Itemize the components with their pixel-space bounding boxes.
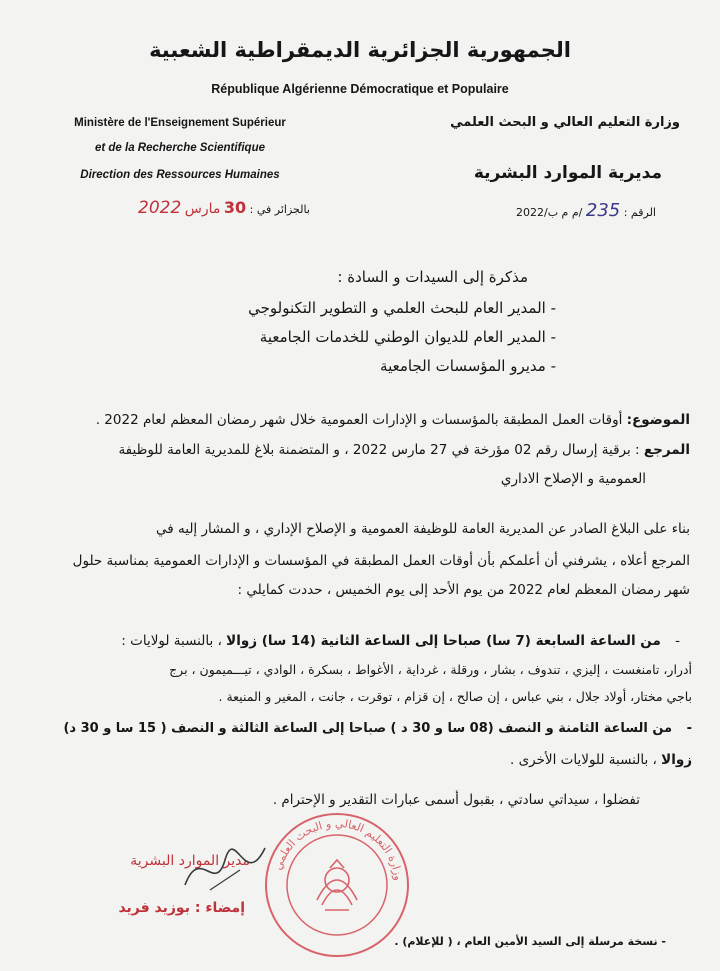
official-stamp [262,810,412,960]
subject-text: أوقات العمل المطبقة بالمؤسسات و الإدارات العمومية خلال شهر رمضان المعظم لعام 2022 . [95,412,623,428]
reference-number-label: الرقم : [623,206,656,219]
schedule-item-1 [121,633,680,649]
ministry-ar-line2: مديرية الموارد البشرية [473,163,662,183]
reference-text-line1: : برقية إرسال رقم 02 مؤرخة في 27 مارس 2022 ، و المتضمنة بلاغ للمديرية العامة للوظيفة [118,442,640,458]
reference-line [118,442,690,458]
copy-note: - نسخة مرسلة إلى السيد الأمين العام ، ( للإعلام) . [394,935,666,948]
reference-label: المرجع [643,442,690,458]
subject-label: الموضوع: [626,412,690,428]
bullet-dash-2: - [686,721,692,736]
date-month: مارس [184,201,221,217]
body-line-3: شهر رمضان المعظم لعام 2022 من يوم الأحد إلى يوم الخميس ، حددت كمايلي : [237,582,690,598]
schedule-item-1-rest: ، بالنسبة لولايات : [121,633,222,649]
date-year: 2022 [138,198,182,218]
republic-title-fr: République Algérienne Démocratique et Populaire [211,82,509,96]
recipient-3: - مديرو المؤسسات الجامعية [380,357,556,375]
reference-number-handwritten: 235 [585,200,621,221]
reference-number-suffix: /م م ب/2022 [515,206,583,219]
place-label: بالجزائر في : [249,203,310,216]
schedule-item-2-rest: ، بالنسبة للولايات الأخرى . [509,752,657,768]
republic-title-ar: الجمهورية الجزائرية الديمقراطية الشعبية [149,38,571,62]
signature-name: إمضاء : بوزيد فريد [118,900,245,916]
schedule-item-1-hours: من الساعة السابعة (7 سا) صباحا إلى الساعة الثانية (14 سا) زوالا [226,633,661,649]
bullet-dash-1: - [675,633,680,649]
body-line-2: المرجع أعلاه ، يشرفني أن أعلمكم بأن أوقات العمل المطبقة في المؤسسات و الإدارات العمومية بمناسبة حلول [72,553,690,569]
date-line [138,198,310,218]
schedule-item-2-line1 [63,721,692,736]
schedule-item-1-wilayas-1: أدرار، تامنغست ، إليزي ، تندوف ، بشار ، ورقلة ، غرداية ، الأغواط ، بسكرة ، الوادي ، تيـــميمون ، برج [169,662,692,677]
signature-title: مدير الموارد البشرية [130,853,250,869]
closing-line: تفضلوا ، سيداتي سادتي ، بقبول أسمى عبارات التقدير و الإحترام . [272,792,640,808]
schedule-item-2-zawal: زوالا [661,752,692,768]
stamp-inner-ring [287,835,387,935]
schedule-item-1-wilayas-2: باجي مختار، أولاد جلال ، بني عباس ، إن صالح ، إن قزام ، توقرت ، جانت ، المغير و المنيعة . [218,689,692,704]
reference-number [516,200,656,221]
reference-text-line2: العمومية و الإصلاح الاداري [500,471,646,487]
schedule-item-2-hours: من الساعة الثامنة و النصف (08 سا و 30 د ) صباحا إلى الساعة الثالثة و النصف ( 15 سا و 30 د) [63,721,673,736]
memo-title: مذكرة إلى السيدات و السادة : [337,268,528,286]
signature-scribble [180,840,270,900]
subject-line [96,412,690,428]
ministry-fr-line1: Ministère de l'Enseignement Supérieur [74,117,286,129]
ministry-ar-line1: وزارة التعليم العالي و البحث العلمي [450,115,680,130]
schedule-item-2-line2 [510,752,692,768]
recipient-2: - المدير العام للديوان الوطني للخدمات الجامعية [259,328,556,346]
ministry-fr-line3: Direction des Ressources Humaines [80,169,280,181]
recipient-1: - المدير العام للبحث العلمي و التطوير التكنولوجي [248,299,556,317]
stamp-text: وزارة التعليم العالي و البحث العلمي [271,816,405,882]
ministry-fr-line2: et de la Recherche Scientifique [94,142,265,154]
stamp-emblem [317,860,357,910]
body-line-1: بناء على البلاغ الصادر عن المديرية العامة للوظيفة العمومية و الإصلاح الإداري ، و المشار إليه في [156,521,690,537]
date-day: 30 [223,198,247,217]
